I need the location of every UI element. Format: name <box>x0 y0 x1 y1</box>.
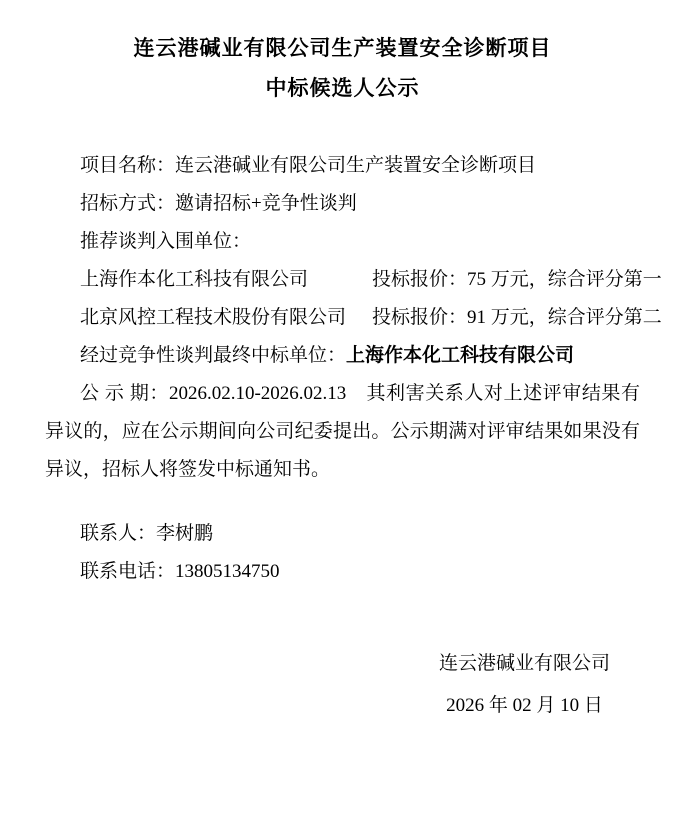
project-name-line: 项目名称：连云港碱业有限公司生产装置安全诊断项目 <box>80 155 537 176</box>
document-title-line1: 连云港碱业有限公司生产装置安全诊断项目 <box>133 36 552 60</box>
bidder-row <box>45 261 662 299</box>
winner-company: 上海作本化工科技有限公司 <box>346 345 575 366</box>
winner-line <box>45 337 640 375</box>
bid-method-line: 招标方式：邀请招标+竞争性谈判 <box>80 193 357 214</box>
document-title-line2: 中标候选人公示 <box>265 76 420 100</box>
bidder-row <box>45 299 662 337</box>
bidder-company: 上海作本化工科技有限公司 <box>80 269 309 290</box>
bidder-quote: 投标报价：75 万元，综合评分第一 <box>372 269 662 290</box>
bidder-quote: 投标报价：91 万元，综合评分第二 <box>372 307 662 328</box>
signature-company: 连云港碱业有限公司 <box>438 653 610 674</box>
signature-block <box>439 643 610 727</box>
document-body <box>45 147 662 591</box>
winner-label: 经过竞争性谈判最终中标单位： <box>80 345 347 366</box>
contact-block <box>45 515 640 591</box>
shortlist-heading: 推荐谈判入围单位： <box>80 231 252 252</box>
contact-person-line: 联系人：李树鹏 <box>80 523 214 544</box>
contact-phone-line: 联系电话：13805134750 <box>80 561 280 582</box>
notice-period-paragraph: 公 示 期：2026.02.10-2026.02.13 其利害关系人对上述评审结果有异议的，应在公示期间向公司纪委提出。公示期满对评审结果如果没有异议，招标人将签发中标通知书。 <box>45 383 640 480</box>
signature-date: 2026 年 02 月 10 日 <box>446 695 603 716</box>
bidder-company: 北京风控工程技术股份有限公司 <box>80 307 347 328</box>
